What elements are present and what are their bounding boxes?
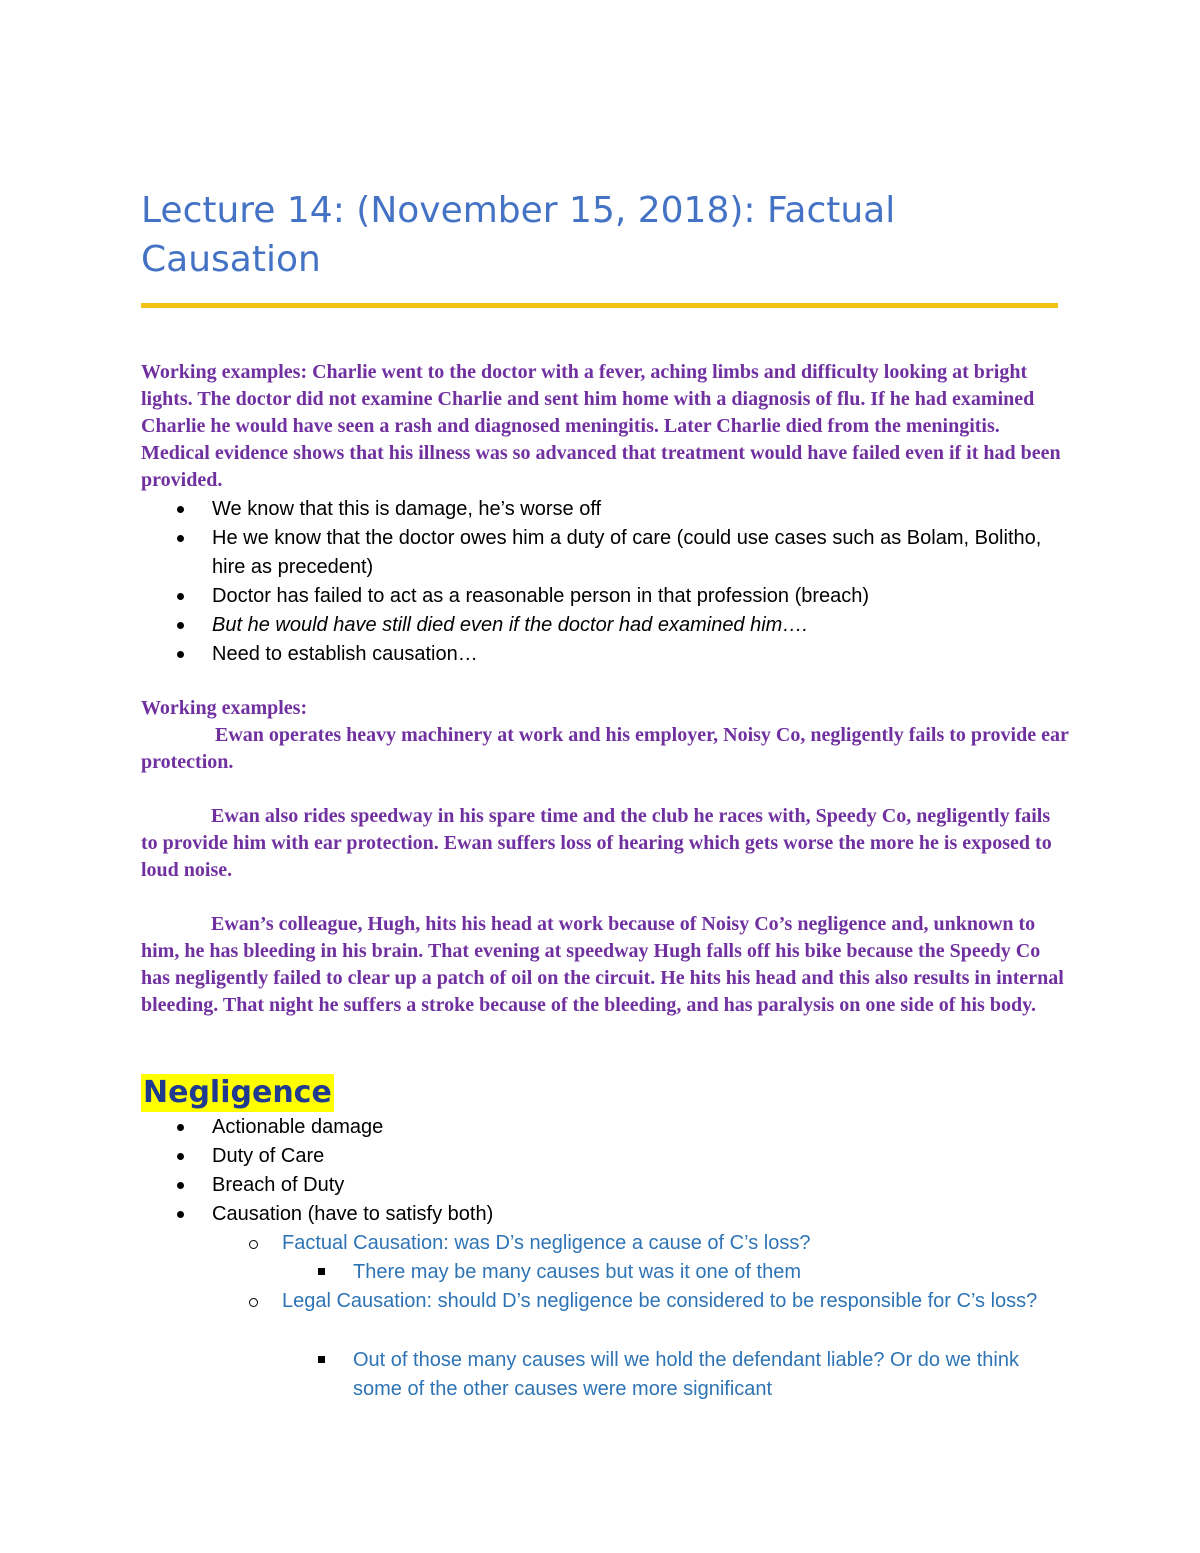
factual-detail-list <box>353 1258 1053 1287</box>
example1-paragraph: Working examples: Charlie went to the doctor with a fever, aching limbs and difficulty looking at bright lights. The doctor did not examine Charlie and sent him home with a diagnosis of flu. If he had examined Charlie he would have seen a rash and diagnosed meningitis. Later Charlie died from the meningitis. Medical evidence shows that his illness was so advanced that treatment would have failed even if it had been provided. <box>141 361 1061 491</box>
negligence-bullet-list <box>141 1113 1071 1229</box>
list-item: Causation (have to satisfy both) <box>141 1200 1071 1229</box>
bullet-icon <box>177 506 184 513</box>
hollow-bullet-icon <box>249 1298 258 1307</box>
list-item: Legal Causation: should D’s negligence be considered to be responsible for C’s loss? <box>282 1287 1042 1316</box>
bullet-icon <box>177 1124 184 1131</box>
legal-detail-list <box>353 1346 1043 1404</box>
example2-paragraph-1: Ewan operates heavy machinery at work and his employer, Noisy Co, negligently fails to provide ear protection. <box>141 724 1069 773</box>
list-item: Breach of Duty <box>141 1171 1071 1200</box>
example2-label: Working examples: <box>141 697 308 719</box>
list-item: He we know that the doctor owes him a duty of care (could use cases such as Bolam, Bolitho, hire as precedent) <box>141 524 1071 582</box>
square-bullet-icon <box>318 1356 325 1363</box>
bullet-icon <box>177 535 184 542</box>
bullet-icon <box>177 593 184 600</box>
factual-causation-list <box>282 1229 1062 1258</box>
example2-paragraph-3: Ewan’s colleague, Hugh, hits his head at work because of Noisy Co’s negligence and, unknown to him, he has bleeding in his brain. That evening at speedway Hugh falls off his bike because the Speedy Co has negligently failed to clear up a patch of oil on the circuit. He hits his head and this also results in internal bleeding. That night he suffers a stroke because of the bleeding, and has paralysis on one side of his body. <box>141 913 1064 1016</box>
list-item: Out of those many causes will we hold the defendant liable? Or do we think some of the other causes were more significant <box>353 1346 1043 1404</box>
list-item: Need to establish causation… <box>141 640 1071 669</box>
example2-paragraph-2: Ewan also rides speedway in his spare time and the club he races with, Speedy Co, negligently fails to provide him with ear protection. Ewan suffers loss of hearing which gets worse the more he is exposed to loud noise. <box>141 805 1052 881</box>
list-item: Duty of Care <box>141 1142 1071 1171</box>
hollow-bullet-icon <box>249 1240 258 1249</box>
bullet-icon <box>177 1211 184 1218</box>
bullet-icon <box>177 651 184 658</box>
list-item: There may be many causes but was it one of them <box>353 1258 1053 1287</box>
list-item: Factual Causation: was D’s negligence a cause of C’s loss? <box>282 1229 1062 1258</box>
bullet-icon <box>177 622 184 629</box>
page-title: Lecture 14: (November 15, 2018): Factual Causation <box>141 190 896 280</box>
title-underline <box>141 303 1058 308</box>
list-item: But he would have still died even if the doctor had examined him…. <box>141 611 1071 640</box>
list-item: We know that this is damage, he’s worse off <box>141 495 1071 524</box>
legal-causation-list <box>282 1287 1042 1316</box>
list-item: Doctor has failed to act as a reasonable person in that profession (breach) <box>141 582 1071 611</box>
bullet-icon <box>177 1153 184 1160</box>
bullet-icon <box>177 1182 184 1189</box>
list-item: Actionable damage <box>141 1113 1071 1142</box>
square-bullet-icon <box>318 1268 325 1275</box>
example1-bullet-list <box>141 495 1071 669</box>
negligence-heading: Negligence <box>143 1075 332 1110</box>
